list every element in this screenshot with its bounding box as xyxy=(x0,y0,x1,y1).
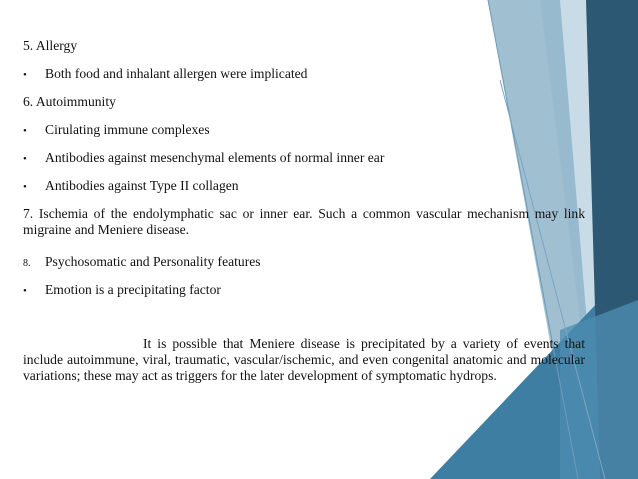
bullet-text: Antibodies against Type II collagen xyxy=(45,178,239,193)
bullet-icon: • xyxy=(23,285,27,297)
ischemia-paragraph: 7. Ischemia of the endolymphatic sac or inner ear. Such a common vascular mechanism may link migraine and Meniere disease. xyxy=(23,206,585,237)
autoimmunity-bullet-2 xyxy=(23,150,384,167)
psychosomatic-heading xyxy=(23,254,261,272)
autoimmunity-bullet-1 xyxy=(23,122,210,139)
bullet-text: Emotion is a precipitating factor xyxy=(45,282,221,297)
bullet-text: Cirulating immune complexes xyxy=(45,122,210,137)
bullet-icon: • xyxy=(23,125,27,137)
bullet-text: Both food and inhalant allergen were implicated xyxy=(45,66,308,81)
psychosomatic-number: 8. xyxy=(23,258,31,269)
psychosomatic-label: Psychosomatic and Personality features xyxy=(45,254,261,269)
bullet-text: Antibodies against mesenchymal elements of normal inner ear xyxy=(45,150,385,165)
bullet-icon: • xyxy=(23,153,27,165)
heading-allergy: 5. Allergy xyxy=(23,38,78,53)
bullet-icon: • xyxy=(23,181,27,193)
bullet-icon: • xyxy=(23,69,27,81)
decor-overlay-wedge xyxy=(560,300,638,479)
conclusion-paragraph: It is possible that Meniere disease is precipitated by a variety of events that include autoimmune, viral, traumatic, vascular/ischemic, and even congenital anatomic and molecular variations; these may act as triggers for the later development of symptomatic hydrops. xyxy=(23,336,585,383)
allergy-bullet-1 xyxy=(23,66,307,83)
heading-autoimmunity: 6. Autoimmunity xyxy=(23,94,116,109)
psychosomatic-bullet-1 xyxy=(23,282,221,299)
autoimmunity-bullet-3 xyxy=(23,178,239,195)
